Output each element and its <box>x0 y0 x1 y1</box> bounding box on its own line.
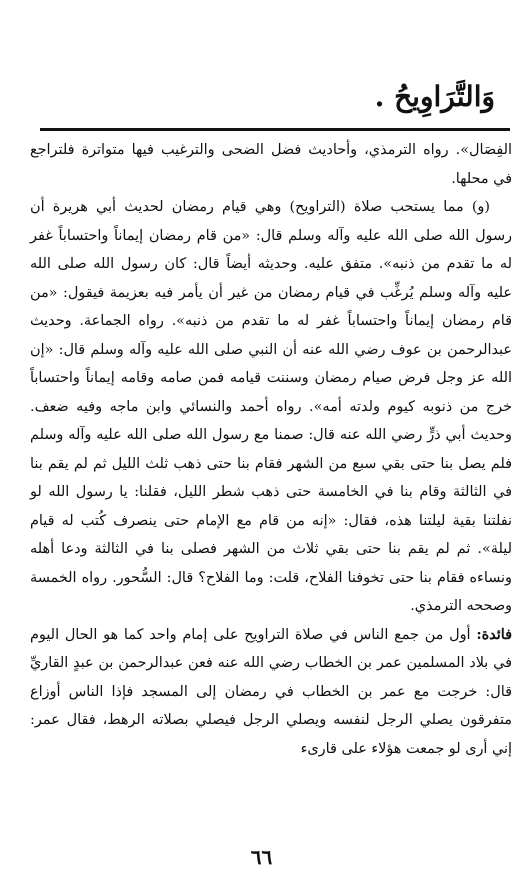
benefit-label: فائدة: <box>476 625 512 643</box>
paragraph-benefit <box>30 621 512 764</box>
paragraph-taraweeh: (و) مما يستحب صلاة (التراويح) وهي قيام رمضان لحديث أبي هريرة أن رسول الله صلى الله عليه وآله وسلم قال: «من قام رمضان إيماناً واحتساباً غفر له ما تقدم من ذنبه». متفق عليه. وحديثه أيضاً قال: كان رسول الله صلى الله عليه وآله وسلم يُرغِّب في قيام رمضان من غير أن يأمر فيه بعزيمة فيقول: «من قام رمضان إيماناً واحتساباً غفر له ما تقدم من ذنبه». رواه الجماعة. وحديث عبدالرحمن بن عوف رضي الله عنه أن النبي صلى الله عليه وآله وسلم قال: «إن الله عز وجل فرض صيام رمضان وسننت قيامه فمن صامه وقامه إيماناً واحتساباً خرج من ذنوبه كيوم ولدته أمه». رواه أحمد والنسائي وابن ماجه وفيه ضعف. وحديث أبي ذرٍّ رضي الله عنه قال: صمنا مع رسول الله صلى الله عليه وآله وسلم فلم يصل بنا حتى بقي سبع من الشهر فقام بنا حتى ذهب ثلث الليل ثم لم يقم بنا في الثالثة وقام بنا في الخامسة حتى ذهب شطر الليل، فقلنا: يا رسول الله لو نفلتنا بقية ليلتنا هذه، فقال: «إنه من قام مع الإمام حتى ينصرف كُتب له قيام ليلة». ثم لم يقم بنا حتى بقي ثلاث من الشهر فصلى بنا في الثالثة ودعا أهله ونساءه فقام بنا حتى تخوفنا الفلاح، قلت: وما الفلاح؟ قال: السُّحور. رواه الخمسة وصححه الترمذي. <box>30 199 512 614</box>
body-text <box>30 136 512 763</box>
page-number: ٦٦ <box>250 845 273 869</box>
header-divider-rule <box>40 128 510 131</box>
benefit-text: أول من جمع الناس في صلاة التراويح على إمام واحد كما هو الحال اليوم في بلاد المسلمين عمر بن الخطاب رضي الله عنه فعن عبدالرحمن بن عبدٍ القاريِّ قال: خرجت مع عمر بن الخطاب في رمضان إلى المسجد فإذا الناس أوزاع متفرقون يصلي الرجل لنفسه ويصلي الرجل فيصلي بصلاته الرهط، فقال عمر: إني أرى لو جمعت هؤلاء على قارىء <box>30 626 512 757</box>
paragraph-continuation: الفِصَال». رواه الترمذي، وأحاديث فضل الضحى والترغيب فيها متواترة فلتراجع في محلها. <box>30 142 512 187</box>
running-header-title: وَالتَّرَاوِيحُ . <box>374 80 495 113</box>
